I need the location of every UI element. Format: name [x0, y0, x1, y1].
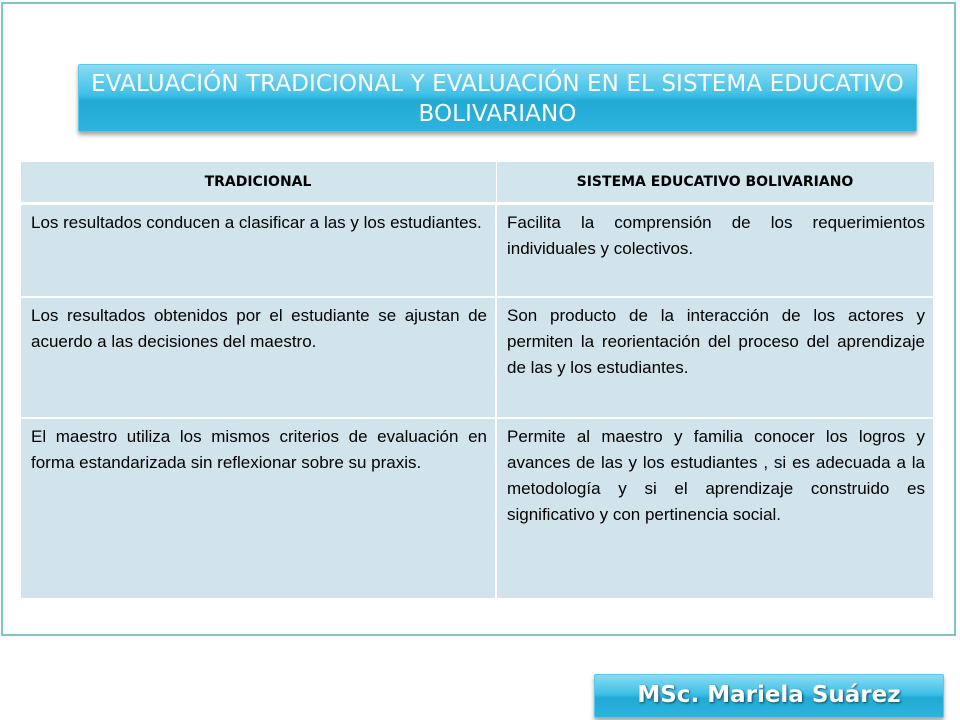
- comparison-table: [19, 161, 935, 600]
- cell-tradicional: Los resultados obtenidos por el estudiante se ajustan de acuerdo a las decisiones del maestro.: [20, 297, 496, 418]
- cell-bolivariano: Son producto de la interacción de los actores y permiten la reorientación del proceso del aprendizaje de las y los estudiantes.: [496, 297, 934, 418]
- cell-bolivariano: Permite al maestro y familia conocer los logros y avances de las y los estudiantes , si es adecuada a la metodología y si el aprendizaje construido es significativo y con pertinencia social.: [496, 418, 934, 599]
- table-row: [20, 418, 934, 599]
- comparison-table-wrapper: [19, 161, 933, 600]
- table-header-row: [20, 162, 934, 204]
- author-badge: MSc. Mariela Suárez: [594, 674, 944, 718]
- table-row: [20, 204, 934, 298]
- cell-tradicional: El maestro utiliza los mismos criterios de evaluación en forma estandarizada sin reflexionar sobre su praxis.: [20, 418, 496, 599]
- header-tradicional: TRADICIONAL: [20, 162, 496, 204]
- cell-tradicional: Los resultados conducen a clasificar a las y los estudiantes.: [20, 204, 496, 298]
- table-row: [20, 297, 934, 418]
- cell-bolivariano: Facilita la comprensión de los requerimientos individuales y colectivos.: [496, 204, 934, 298]
- header-sistema-educativo-bolivariano: SISTEMA EDUCATIVO BOLIVARIANO: [496, 162, 934, 204]
- slide-title: EVALUACIÓN TRADICIONAL Y EVALUACIÓN EN EL SISTEMA EDUCATIVO BOLIVARIANO: [78, 64, 917, 132]
